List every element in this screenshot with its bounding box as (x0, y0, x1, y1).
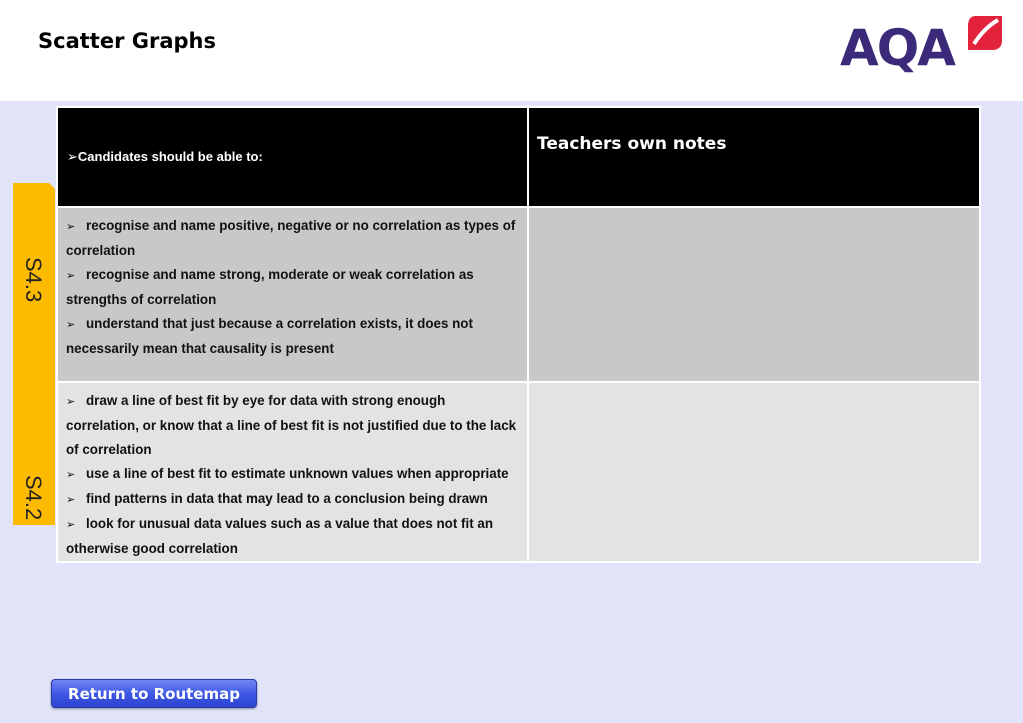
row-s4-2-objectives (57, 382, 528, 562)
list-item: ➢ draw a line of best fit by eye for data with strong enough correlation, or know that a line of best fit is not justified due to the lack of correlation (66, 389, 517, 462)
table-row (57, 382, 980, 562)
aqa-logo (838, 14, 1006, 76)
side-tab-strip (13, 183, 55, 525)
list-item: ➢ recognise and name positive, negative or no correlation as types of correlation (66, 214, 517, 263)
logo-mark-icon (966, 14, 1004, 52)
logo-text: AQA (840, 19, 954, 77)
return-to-routemap-button[interactable]: Return to Routemap (51, 679, 257, 708)
header-candidates (57, 107, 528, 207)
list-item: ➢ use a line of best fit to estimate unknown values when appropriate (66, 462, 517, 487)
list-item: ➢ find patterns in data that may lead to a conclusion being drawn (66, 487, 517, 512)
list-item: ➢ understand that just because a correlation exists, it does not necessarily mean that causality is present (66, 312, 517, 361)
spec-table (56, 106, 981, 563)
header-teachers-notes: Teachers own notes (528, 107, 980, 207)
table-header-row (57, 107, 980, 207)
arrow-bullet-icon: ➢ (66, 469, 76, 481)
arrow-bullet-icon: ➢ (67, 149, 78, 164)
arrow-bullet-icon: ➢ (66, 519, 76, 531)
side-tab-s4-3[interactable]: S4.3 (21, 257, 46, 303)
arrow-bullet-icon: ➢ (66, 494, 76, 506)
arrow-bullet-icon: ➢ (66, 319, 76, 331)
arrow-bullet-icon: ➢ (66, 396, 76, 408)
list-item: ➢ recognise and name strong, moderate or weak correlation as strengths of correlation (66, 263, 517, 312)
bullet-list (58, 383, 527, 561)
notes-cell-s4-2[interactable] (528, 382, 980, 562)
header-candidates-label: Candidates should be able to: (77, 149, 263, 164)
page-title: Scatter Graphs (38, 29, 216, 53)
notes-cell-s4-3[interactable] (528, 207, 980, 382)
arrow-bullet-icon: ➢ (66, 270, 76, 282)
list-item: ➢ look for unusual data values such as a value that does not fit an otherwise good correlation (66, 512, 517, 561)
bullet-list (58, 208, 527, 361)
table-row (57, 207, 980, 382)
side-tab-s4-2[interactable]: S4.2 (21, 475, 46, 521)
header (0, 0, 1023, 101)
row-s4-3-objectives (57, 207, 528, 382)
arrow-bullet-icon: ➢ (66, 221, 76, 233)
